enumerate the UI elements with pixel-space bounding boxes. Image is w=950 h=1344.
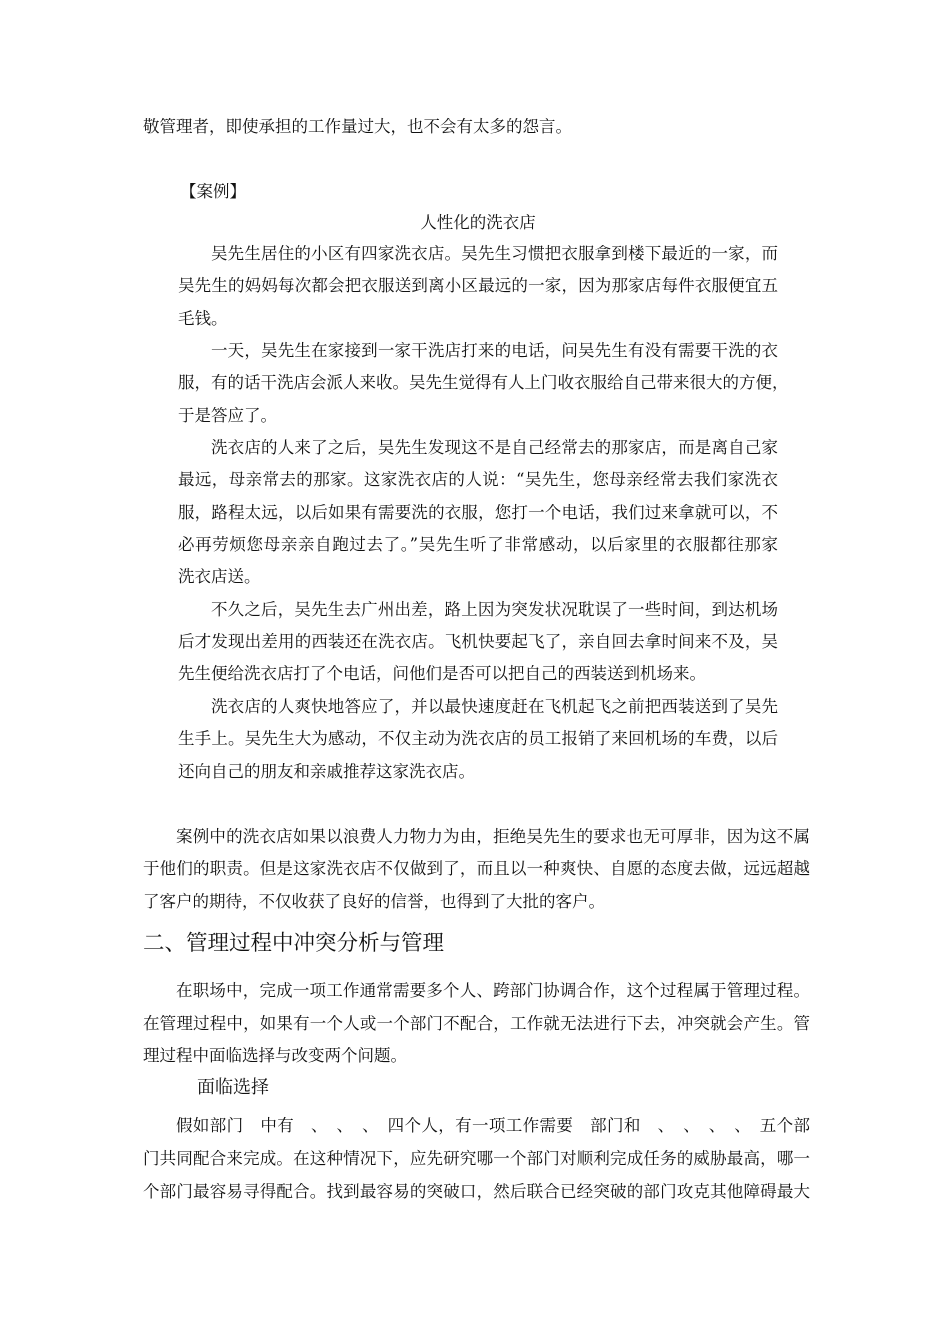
case-line: 还向自己的朋友和亲戚推荐这家洗衣店。 <box>178 762 475 781</box>
paragraph-line: 理过程中面临选择与改变两个问题。 <box>143 1046 407 1065</box>
case-line: 不久之后，吴先生去广州出差，路上因为突发状况耽误了一些时间，到达机场 <box>211 600 778 619</box>
case-line: 于是答应了。 <box>178 406 277 425</box>
case-line: 一天，吴先生在家接到一家干洗店打来的电话，问吴先生有没有需要干洗的衣 <box>211 341 778 360</box>
paragraph-line: 在管理过程中，如果有一个人或一个部门不配合，工作就无法进行下去，冲突就会产生。管 <box>143 1014 810 1033</box>
case-label: 【案例】 <box>180 182 246 201</box>
paragraph-line: 敬管理者，即使承担的工作量过大，也不会有太多的怨言。 <box>143 117 572 136</box>
paragraph-line: 假如部门 中有 、 、 、 四个人，有一项工作需要 部门和 、 、 、 、 五个部 <box>176 1116 810 1135</box>
paragraph-line: 于他们的职责。但是这家洗衣店不仅做到了，而且以一种爽快、自愿的态度去做，远远超越 <box>143 859 810 878</box>
case-line: 吴先生居住的小区有四家洗衣店。吴先生习惯把衣服拿到楼下最近的一家，而 <box>211 244 778 263</box>
case-line: 洗衣店的人爽快地答应了，并以最快速度赶在飞机起飞之前把西装送到了吴先 <box>211 697 778 716</box>
case-line: 生手上。吴先生大为感动，不仅主动为洗衣店的员工报销了来回机场的车费，以后 <box>178 729 778 748</box>
paragraph-line: 在职场中，完成一项工作通常需要多个人、跨部门协调合作，这个过程属于管理过程。 <box>176 981 810 1000</box>
subsection-heading: 面临选择 <box>197 1077 269 1098</box>
paragraph-line: 案例中的洗衣店如果以浪费人力物力为由，拒绝吴先生的要求也无可厚非，因为这不属 <box>176 827 810 846</box>
paragraph-line: 个部门最容易寻得配合。找到最容易的突破口，然后联合已经突破的部门攻克其他障碍最大 <box>143 1182 810 1201</box>
paragraph-line: 门共同配合来完成。在这种情况下，应先研究哪一个部门对顺利完成任务的威胁最高，哪一 <box>143 1149 810 1168</box>
case-line: 必再劳烦您母亲亲自跑过去了。”吴先生听了非常感动，以后家里的衣服都往那家 <box>178 535 778 554</box>
case-line: 服，有的话干洗店会派人来收。吴先生觉得有人上门收衣服给自己带来很大的方便， <box>178 373 789 392</box>
case-title: 人性化的洗衣店 <box>420 213 536 232</box>
paragraph-line: 了客户的期待，不仅收获了良好的信誉，也得到了大批的客户。 <box>143 892 605 911</box>
case-line: 最远，母亲常去的那家。这家洗衣店的人说：“吴先生，您母亲经常去我们家洗衣 <box>178 470 778 489</box>
case-line: 吴先生的妈妈每次都会把衣服送到离小区最远的一家，因为那家店每件衣服便宜五 <box>178 276 778 295</box>
case-line: 先生便给洗衣店打了个电话，问他们是否可以把自己的西装送到机场来。 <box>178 664 706 683</box>
case-line: 毛钱。 <box>178 309 228 328</box>
section-heading: 二、管理过程中冲突分析与管理 <box>143 931 445 956</box>
case-line: 后才发现出差用的西装还在洗衣店。飞机快要起飞了，亲自回去拿时间来不及，吴 <box>178 632 778 651</box>
case-line: 洗衣店的人来了之后，吴先生发现这不是自己经常去的那家店，而是离自己家 <box>211 438 778 457</box>
case-line: 洗衣店送。 <box>178 567 261 586</box>
case-line: 服，路程太远，以后如果有需要洗的衣服，您打一个电话，我们过来拿就可以，不 <box>178 503 778 522</box>
